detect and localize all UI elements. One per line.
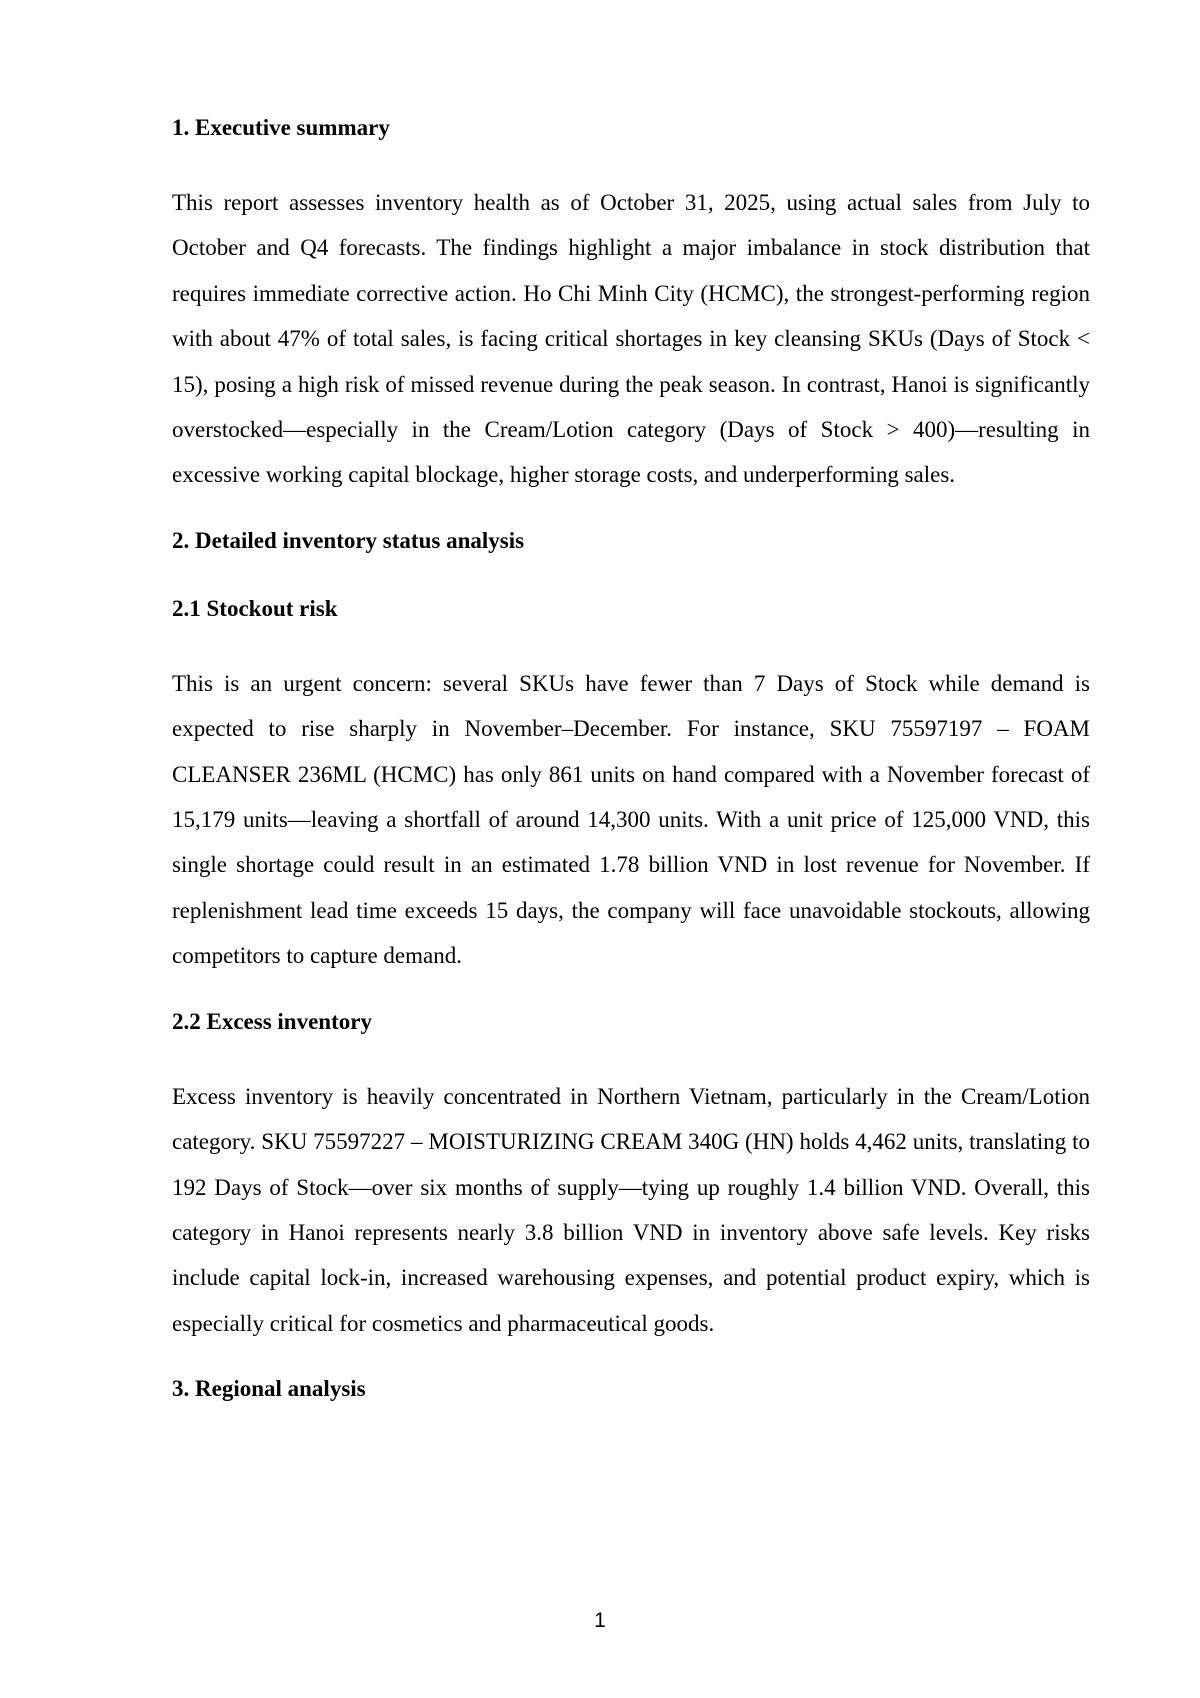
paragraph-stockout-risk: This is an urgent concern: several SKUs have fewer than 7 Days of Stock while demand is expected to rise sharply in November–December. For instance, SKU 75597197 – FOAM CLEANSER 236ML (HCMC) has only 861 units on hand compared with a November forecast of 15,179 units—leaving a shortfall of around 14,300 units. With a unit price of 125,000 VND, this single shortage could result in an estimated 1.78 billion VND in lost revenue for November. If replenishment lead time exceeds 15 days, the company will face unavoidable stockouts, allowing competitors to capture demand. — [172, 670, 1090, 969]
heading-excess-inventory: 2.2 Excess inventory — [172, 1008, 372, 1034]
heading-stockout-risk: 2.1 Stockout risk — [172, 595, 338, 621]
heading-detailed-inventory-analysis: 2. Detailed inventory status analysis — [172, 527, 525, 553]
paragraph-executive-summary: This report assesses inventory health as of October 31, 2025, using actual sales from July to October and Q4 forecasts. The findings highlight a major imbalance in stock distribution that requires immediate corrective action. Ho Chi Minh City (HCMC), the strongest-performing region with about 47% of total sales, is facing critical shortages in key cleansing SKUs (Days of Stock < 15), posing a high risk of missed revenue during the peak season. In contrast, Hanoi is significantly overstocked—especially in the Cream/Lotion category (Days of Stock > 400)—resulting in excessive working capital blockage, higher storage costs, and underperforming sales. — [172, 190, 1090, 488]
page-number: 1 — [594, 1609, 606, 1632]
document-body — [172, 112, 1090, 1441]
heading-regional-analysis: 3. Regional analysis — [172, 1376, 366, 1402]
paragraph-excess-inventory: Excess inventory is heavily concentrated in Northern Vietnam, particularly in the Cream/Lotion category. SKU 75597227 – MOISTURIZING CREAM 340G (HN) holds 4,462 units, translating to 192 Days of Stock—over six months of supply—tying up roughly 1.4 billion VND. Overall, this category in Hanoi represents nearly 3.8 billion VND in inventory above safe levels. Key risks include capital lock-in, increased warehousing expenses, and potential product expiry, which is especially critical for cosmetics and pharmaceutical goods. — [172, 1083, 1090, 1336]
heading-executive-summary: 1. Executive summary — [172, 115, 390, 140]
